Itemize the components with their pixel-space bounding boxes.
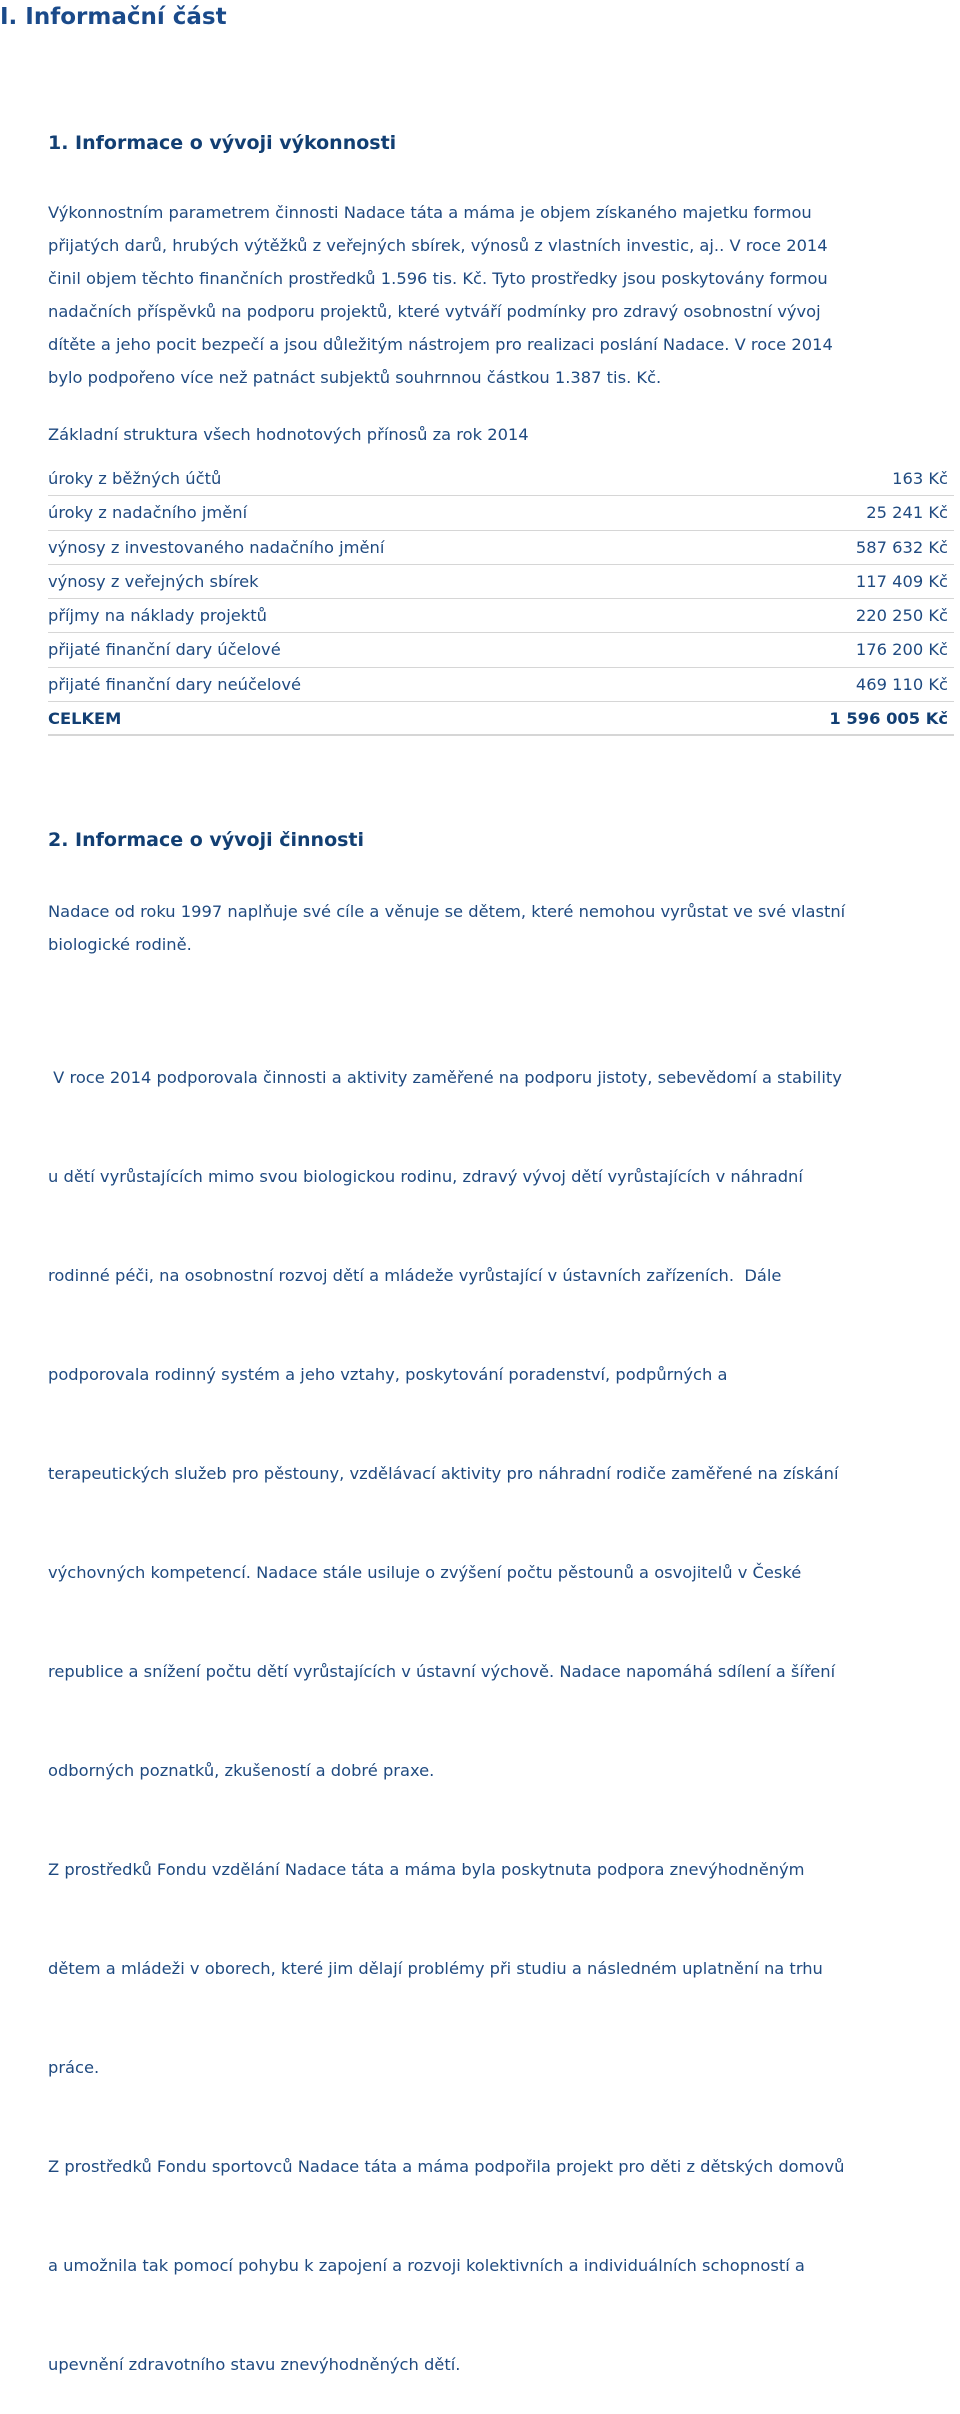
paragraph-line: V roce 2014 podporovala činnosti a aktivity zaměřené na podporu jistoty, sebevědomí a stability (48, 1068, 842, 1087)
paragraph-line: dětem a mládeži v oborech, které jim dělají problémy při studiu a následném uplatnění na trhu (48, 1959, 823, 1978)
paragraph-line: upevnění zdravotního stavu znevýhodněných dětí. (48, 2355, 461, 2374)
paragraph-line: Nadace od roku 1997 naplňuje své cíle a věnuje se dětem, které nemohou vyrůstat ve své vlastní (48, 902, 846, 921)
row-value: 25 241 Kč (866, 503, 948, 523)
total-value: 1 596 005 Kč (829, 709, 948, 729)
row-value: 469 110 Kč (855, 674, 948, 694)
row-label: přijaté finanční dary neúčelové (48, 674, 302, 694)
paragraph-line: Z prostředků Fondu sportovců Nadace táta a máma podpořila projekt pro děti z dětských domovů (48, 2157, 845, 2176)
paragraph-line: odborných poznatků, zkušeností a dobré praxe. (48, 1761, 435, 1780)
total-label: CELKEM (48, 709, 122, 729)
table-row (48, 668, 954, 702)
section2-title: 2. Informace o vývoji činnosti (48, 829, 365, 851)
table-row (48, 599, 954, 633)
paragraph-line: a umožnila tak pomocí pohybu k zapojení a rozvoji kolektivních a individuálních schopností a (48, 2256, 805, 2275)
paragraph-line: práce. (48, 2058, 100, 2077)
paragraph-line: biologické rodině. (48, 935, 192, 954)
table-row (48, 633, 954, 667)
section1-title: 1. Informace o vývoji výkonnosti (48, 132, 397, 154)
paragraph-line: rodinné péči, na osobnostní rozvoj dětí a mládeže vyrůstající v ústavních zařízeních. Dále (48, 1266, 782, 1285)
row-value: 117 409 Kč (855, 571, 948, 591)
paragraph-line: dítěte a jeho pocit bezpečí a jsou důležitým nástrojem pro realizaci poslání Nadace. V roce 2014 (48, 335, 833, 354)
paragraph-line: republice a snížení počtu dětí vyrůstajících v ústavní výchově. Nadace napomáhá sdílení a šíření (48, 1662, 836, 1681)
row-label: příjmy na náklady projektů (48, 606, 267, 626)
row-label: výnosy z veřejných sbírek (48, 571, 259, 591)
row-value: 176 200 Kč (855, 640, 948, 660)
table-caption (48, 418, 958, 451)
row-value: 220 250 Kč (855, 606, 948, 626)
row-label: úroky z běžných účtů (48, 469, 222, 488)
paragraph-line: u dětí vyrůstajících mimo svou biologickou rodinu, zdravý vývoj dětí vyrůstajících v náhradní (48, 1167, 803, 1186)
row-value: 163 Kč (892, 469, 948, 488)
paragraph-line: terapeutických služeb pro pěstouny, vzdělávací aktivity pro náhradní rodiče zaměřené na získání (48, 1464, 839, 1483)
table-caption-text: Základní struktura všech hodnotových přínosů za rok 2014 (48, 425, 529, 444)
table-row (48, 531, 954, 565)
paragraph-line: nadačních příspěvků na podporu projektů, které vytváří podmínky pro zdravý osobnostní vývoj (48, 302, 821, 321)
main-title: I. Informační část (0, 4, 227, 30)
paragraph-line: podporovala rodinný systém a jeho vztahy, poskytování poradenství, podpůrných a (48, 1365, 728, 1384)
table-row (48, 565, 954, 599)
paragraph-line: Z prostředků Fondu vzdělání Nadace táta a máma byla poskytnuta podpora znevýhodněným (48, 1860, 805, 1879)
row-label: úroky z nadačního jmění (48, 503, 248, 523)
section2-body (48, 995, 958, 2414)
paragraph-line: bylo podpořeno více než patnáct subjektů souhrnnou částkou 1.387 tis. Kč. (48, 368, 662, 387)
section2-intro (48, 895, 958, 961)
row-label: přijaté finanční dary účelové (48, 640, 281, 660)
paragraph-line: výchovných kompetencí. Nadace stále usiluje o zvýšení počtu pěstounů a osvojitelů v České (48, 1563, 802, 1582)
paragraph-line: Výkonnostním parametrem činnosti Nadace táta a máma je objem získaného majetku formou (48, 203, 812, 222)
paragraph-line: přijatých darů, hrubých výtěžků z veřejných sbírek, výnosů z vlastních investic, aj.. V roce 2014 (48, 236, 828, 255)
table-total-row (48, 702, 954, 736)
row-value: 587 632 Kč (855, 537, 948, 557)
paragraph-line: činil objem těchto finančních prostředků 1.596 tis. Kč. Tyto prostředky jsou poskytovány formou (48, 269, 828, 288)
value-table (48, 462, 954, 736)
table-row (48, 462, 954, 496)
table-row (48, 496, 954, 530)
row-label: výnosy z investovaného nadačního jmění (48, 537, 385, 557)
section1-paragraph (48, 196, 958, 394)
